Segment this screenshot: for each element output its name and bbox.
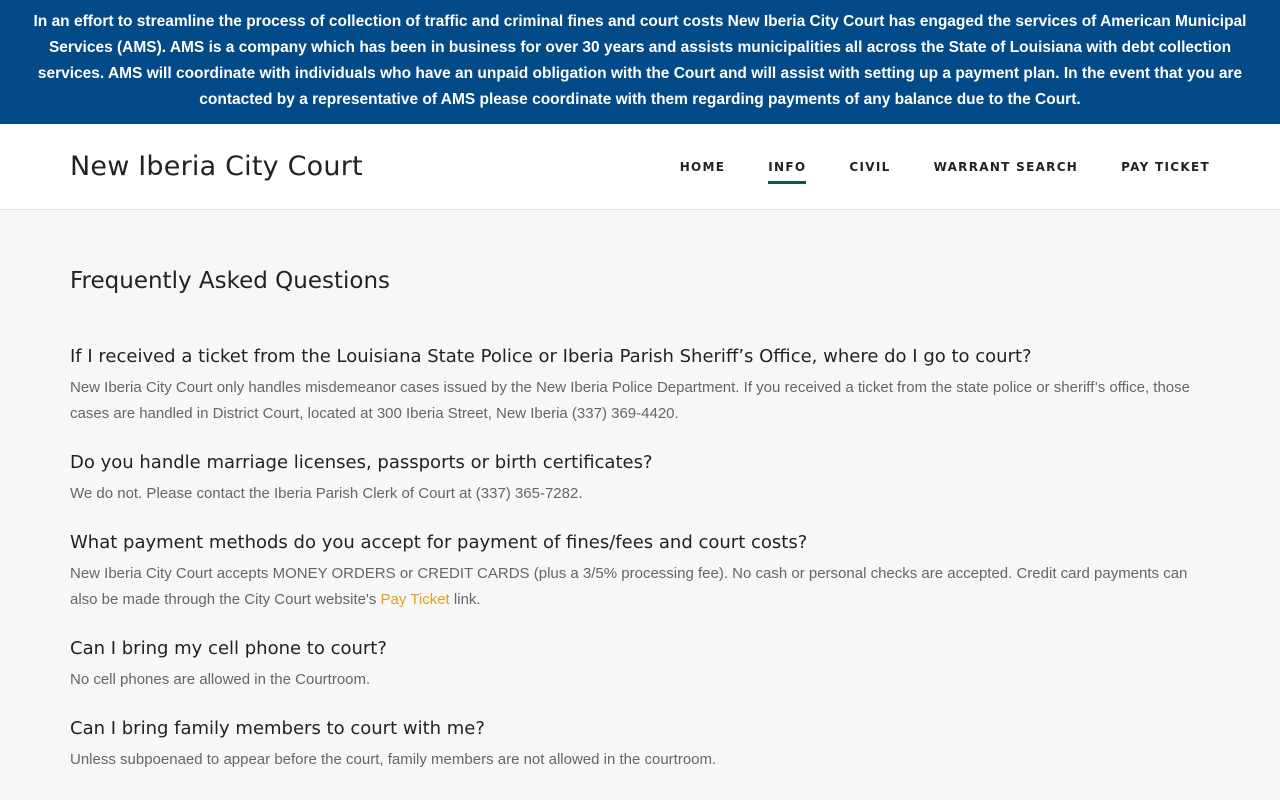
faq-question: If I received a ticket from the Louisiana State Police or Iberia Parish Sheriff’s Office, where do I go to court? <box>70 346 1032 367</box>
faq-content <box>0 210 1280 773</box>
faq-question: Do you handle marriage licenses, passports or birth certificates? <box>70 452 653 473</box>
faq-answer: We do not. Please contact the Iberia Parish Clerk of Court at (337) 365-7282. <box>70 485 583 502</box>
page-title: Frequently Asked Questions <box>70 268 391 294</box>
nav-info[interactable]: INFO <box>768 152 806 182</box>
faq-answer: No cell phones are allowed in the Courtroom. <box>70 671 371 688</box>
nav-warrant-search[interactable]: WARRANT SEARCH <box>933 159 1079 174</box>
faq-question: Can I bring family members to court with me? <box>70 718 485 739</box>
site-title[interactable]: New Iberia City Court <box>70 151 363 182</box>
answer-text: link. <box>449 591 481 608</box>
answer-text: New Iberia City Court accepts MONEY ORDERS or CREDIT CARDS (plus a 3/5% processing fee). No cash or personal checks are accepted. Credit card payments can also be made through the City Court website's <box>70 565 1188 608</box>
announcement-banner: In an effort to streamline the process of collection of traffic and criminal fines and court costs New Iberia City Court has engaged the services of American Municipal Services (AMS). AMS is a company which has been in business for over 30 years and assists municipalities all across the State of Louisiana with debt collection services. AMS will coordinate with individuals who have an unpaid obligation with the Court and will assist with setting up a payment plan. In the event that you are contacted by a representative of AMS please coordinate with them regarding payments of any balance due to the Court. <box>0 0 1280 124</box>
nav-pay-ticket[interactable]: PAY TICKET <box>1121 159 1210 174</box>
pay-ticket-link[interactable]: Pay Ticket <box>380 591 450 608</box>
faq-question: What payment methods do you accept for payment of fines/fees and court costs? <box>70 532 808 553</box>
nav-civil[interactable]: CIVIL <box>849 159 891 174</box>
site-header <box>0 124 1280 210</box>
faq-answer <box>70 561 1210 613</box>
faq-answer: Unless subpoenaed to appear before the court, family members are not allowed in the courtroom. <box>70 751 717 768</box>
main-nav <box>637 152 1210 182</box>
faq-answer: New Iberia City Court only handles misdemeanor cases issued by the New Iberia Police Department. If you received a ticket from the state police or sheriff’s office, those cases are handled in District Court, located at 300 Iberia Street, New Iberia (337) 369-4420. <box>70 379 1190 422</box>
nav-home[interactable]: HOME <box>679 159 726 174</box>
faq-question: Can I bring my cell phone to court? <box>70 638 387 659</box>
